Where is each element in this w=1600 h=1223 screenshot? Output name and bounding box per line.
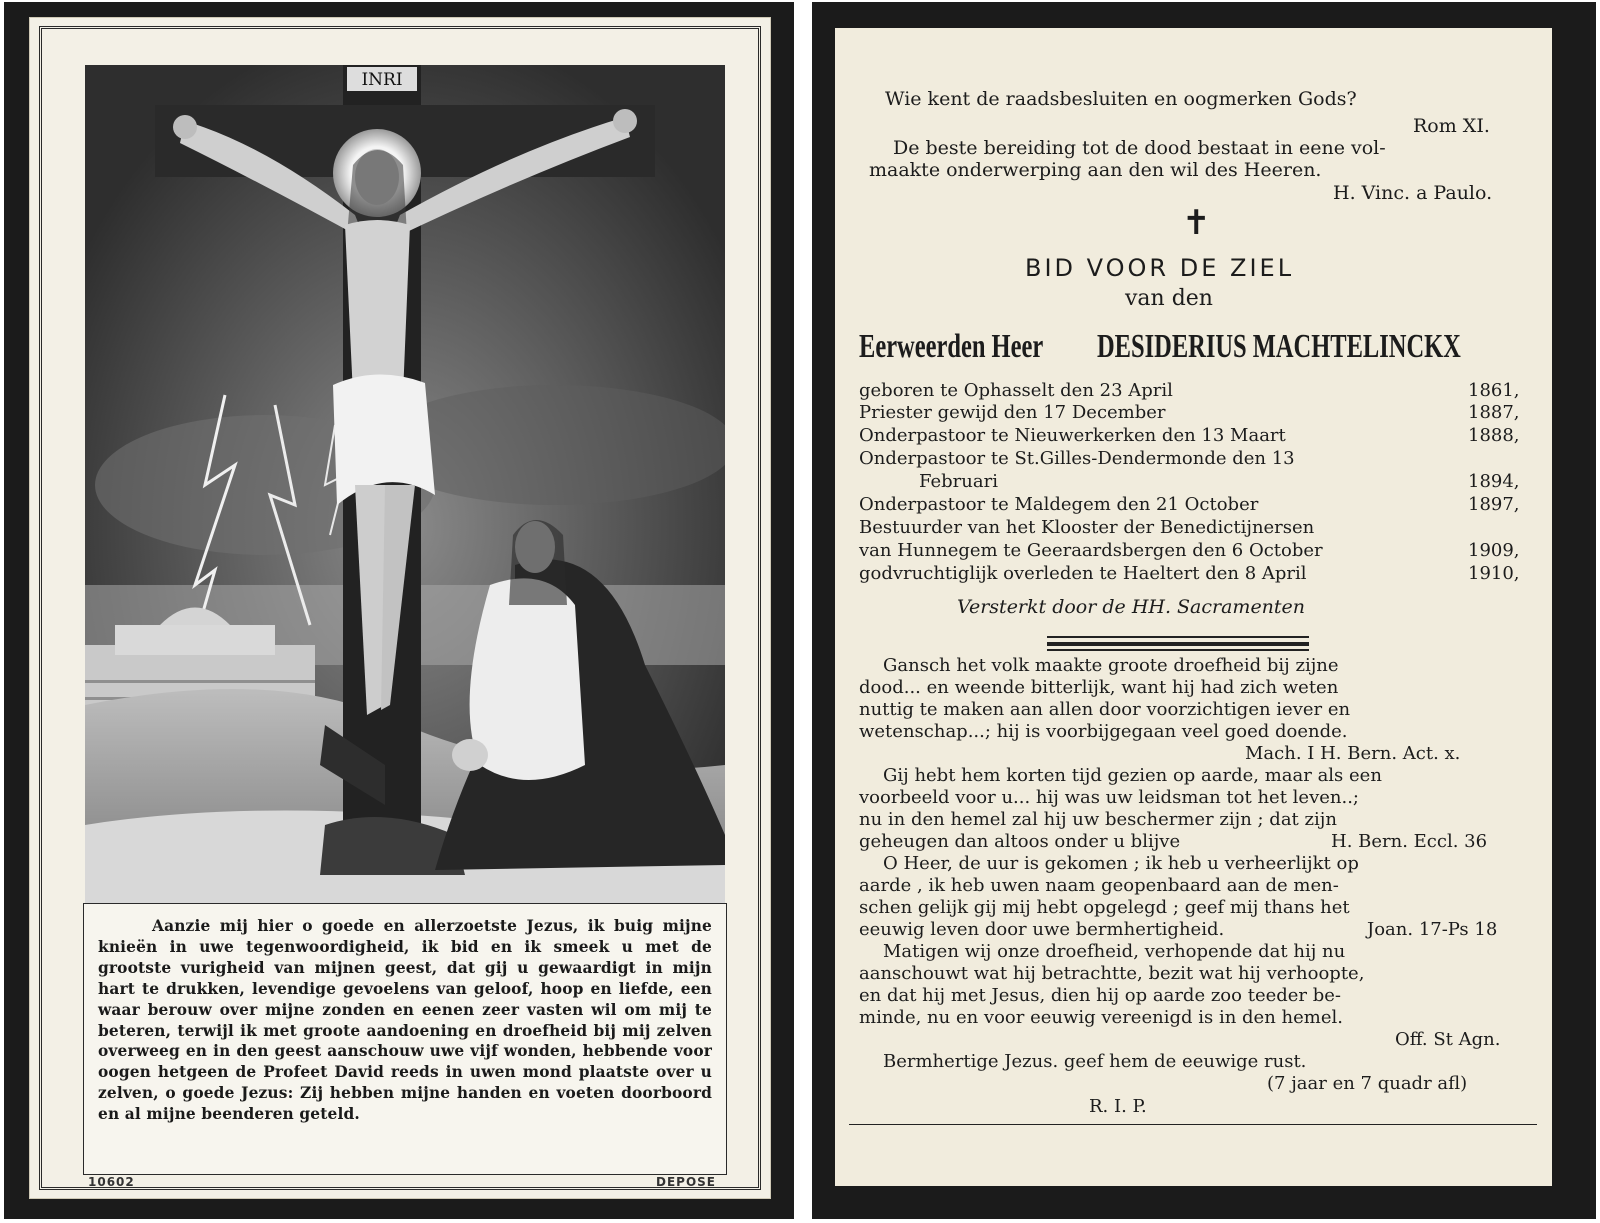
- life-event-year: 1888,: [1468, 425, 1520, 446]
- life-event: godvruchtiglijk overleden te Haeltert den 8 April: [859, 563, 1307, 584]
- epigraph-1-source: Rom XI.: [1413, 115, 1490, 137]
- life-event: Onderpastoor te Maldegem den 21 October: [859, 494, 1259, 515]
- bottom-rule: [849, 1124, 1537, 1125]
- life-event-year: 1909,: [1468, 540, 1520, 561]
- life-event-year: 1894,: [1468, 471, 1520, 492]
- body-line: eeuwig leven door uwe bermhertigheid.: [859, 919, 1225, 940]
- divider-top: [1047, 636, 1309, 638]
- crucifixion-illustration: [85, 65, 725, 903]
- epigraph-2-source: H. Vinc. a Paulo.: [1333, 182, 1493, 204]
- closing-prayer: Bermhertige Jezus. geef hem de eeuwige rust.: [883, 1051, 1307, 1072]
- body-line: wetenschap...; hij is voorbijgegaan veel goed doende.: [859, 721, 1348, 742]
- body-line: nuttig te maken aan allen door voorzichtigen iever en: [859, 699, 1351, 720]
- life-event: Februari: [919, 471, 998, 492]
- body-line: Gansch het volk maakte groote droefheid bij zijne: [883, 655, 1339, 676]
- life-event-year: 1861,: [1468, 380, 1520, 401]
- right-card: [812, 2, 1596, 1219]
- body-line: Matigen wij onze droefheid, verhopende dat hij nu: [883, 941, 1346, 962]
- body-line: voorbeeld voor u... hij was uw leidsman tot het leven..;: [859, 787, 1359, 808]
- life-event-year: 1910,: [1468, 563, 1520, 584]
- body-line: en dat hij met Jesus, dien hij op aarde zoo teeder be-: [859, 985, 1342, 1006]
- body-line: geheugen dan altoos onder u blijve: [859, 831, 1181, 852]
- life-event: geboren te Ophasselt den 23 April: [859, 380, 1173, 401]
- van-den: van den: [1125, 286, 1213, 311]
- life-event: van Hunnegem te Geeraardsbergen den 6 October: [859, 540, 1323, 561]
- body-line: Gij hebt hem korten tijd gezien op aarde, maar als een: [883, 765, 1382, 786]
- prayer-box: [83, 903, 727, 1175]
- body-source: Joan. 17-Ps 18: [1367, 919, 1498, 940]
- depose-mark: DEPOSE: [656, 1175, 716, 1189]
- prayer-text: Aanzie mij hier o goede en allerzoetste Jezus, ik buig mijne knieën in uwe tegenwoordigheid, ik bid en ik smeek u met de grootste vurigheid van mijnen geest, dat gij u gewaardigt in mijn hart te drukken, levendige gevoelens van geloof, hoop en liefde, een waar berouw over mijne zonden en eenen zeer vasten wil om mij te beteren, terwijl ik met groote aandoening en droefheid bij mij zelven overweeg en in den geest aanschouw uwe vijf wonden, hebbende voor oogen hetgeen de Profeet David reeds in uwen mond plaatste over u zelven, o goede Jezus: Zij hebben mijne handen en voeten doorboord en al mijne beenderen geteld.: [98, 917, 712, 1124]
- body-source: H. Bern. Eccl. 36: [1331, 831, 1488, 852]
- inri-plaque: INRI: [361, 70, 403, 90]
- crucifixion-scene-icon: [85, 65, 725, 903]
- body-line: minde, nu en voor eeuwig vereenigd is in den hemel.: [859, 1007, 1343, 1028]
- divider-middle: [1047, 642, 1309, 646]
- sacraments-line: Versterkt door de HH. Sacramenten: [957, 596, 1306, 618]
- body-source: Off. St Agn.: [1395, 1029, 1501, 1050]
- life-event-year: 1897,: [1468, 494, 1520, 515]
- epigraph-1: Wie kent de raadsbesluiten en oogmerken Gods?: [885, 88, 1357, 110]
- name-title: Eerweerden Heer: [859, 328, 1044, 365]
- body-line: schen gelijk gij mij hebt opgelegd ; geef mij thans het: [859, 897, 1350, 918]
- life-event: Onderpastoor te St.Gilles-Dendermonde den 13: [859, 448, 1295, 469]
- body-line: nu in den hemel zal hij uw beschermer zijn ; dat zijn: [859, 809, 1337, 830]
- epigraph-2-line-1: De beste bereiding tot de dood bestaat in eene vol-: [893, 137, 1386, 159]
- body-line: dood... en weende bitterlijk, want hij had zich weten: [859, 677, 1339, 698]
- left-card: [4, 2, 794, 1219]
- body-line: aanschouwt wat hij betrachtte, bezit wat hij verhoopte,: [859, 963, 1365, 984]
- divider-bottom: [1047, 649, 1309, 651]
- life-event: Priester gewijd den 17 December: [859, 402, 1166, 423]
- body-line: O Heer, de uur is gekomen ; ik heb u verheerlijkt op: [883, 853, 1359, 874]
- heading: BID VOOR DE ZIEL: [1025, 254, 1295, 282]
- cross-icon: ✝: [1182, 203, 1211, 243]
- print-number: 10602: [88, 1175, 135, 1189]
- indulgence-note: (7 jaar en 7 quadr afl): [1267, 1073, 1468, 1094]
- left-card-paper: [29, 17, 771, 1199]
- epigraph-2-line-2: maakte onderwerping aan den wil des Heeren.: [869, 159, 1322, 181]
- body-line: aarde , ik heb uwen naam geopenbaard aan de men-: [859, 875, 1339, 896]
- life-event-year: 1887,: [1468, 402, 1520, 423]
- body-source: Mach. I H. Bern. Act. x.: [1245, 743, 1461, 764]
- right-card-paper: [835, 28, 1552, 1186]
- deceased-name: DESIDERIUS MACHTELINCKX: [1097, 328, 1461, 365]
- rip: R. I. P.: [1089, 1096, 1147, 1117]
- life-event: Onderpastoor te Nieuwerkerken den 13 Maart: [859, 425, 1286, 446]
- life-event: Bestuurder van het Klooster der Benedictijnersen: [859, 517, 1315, 538]
